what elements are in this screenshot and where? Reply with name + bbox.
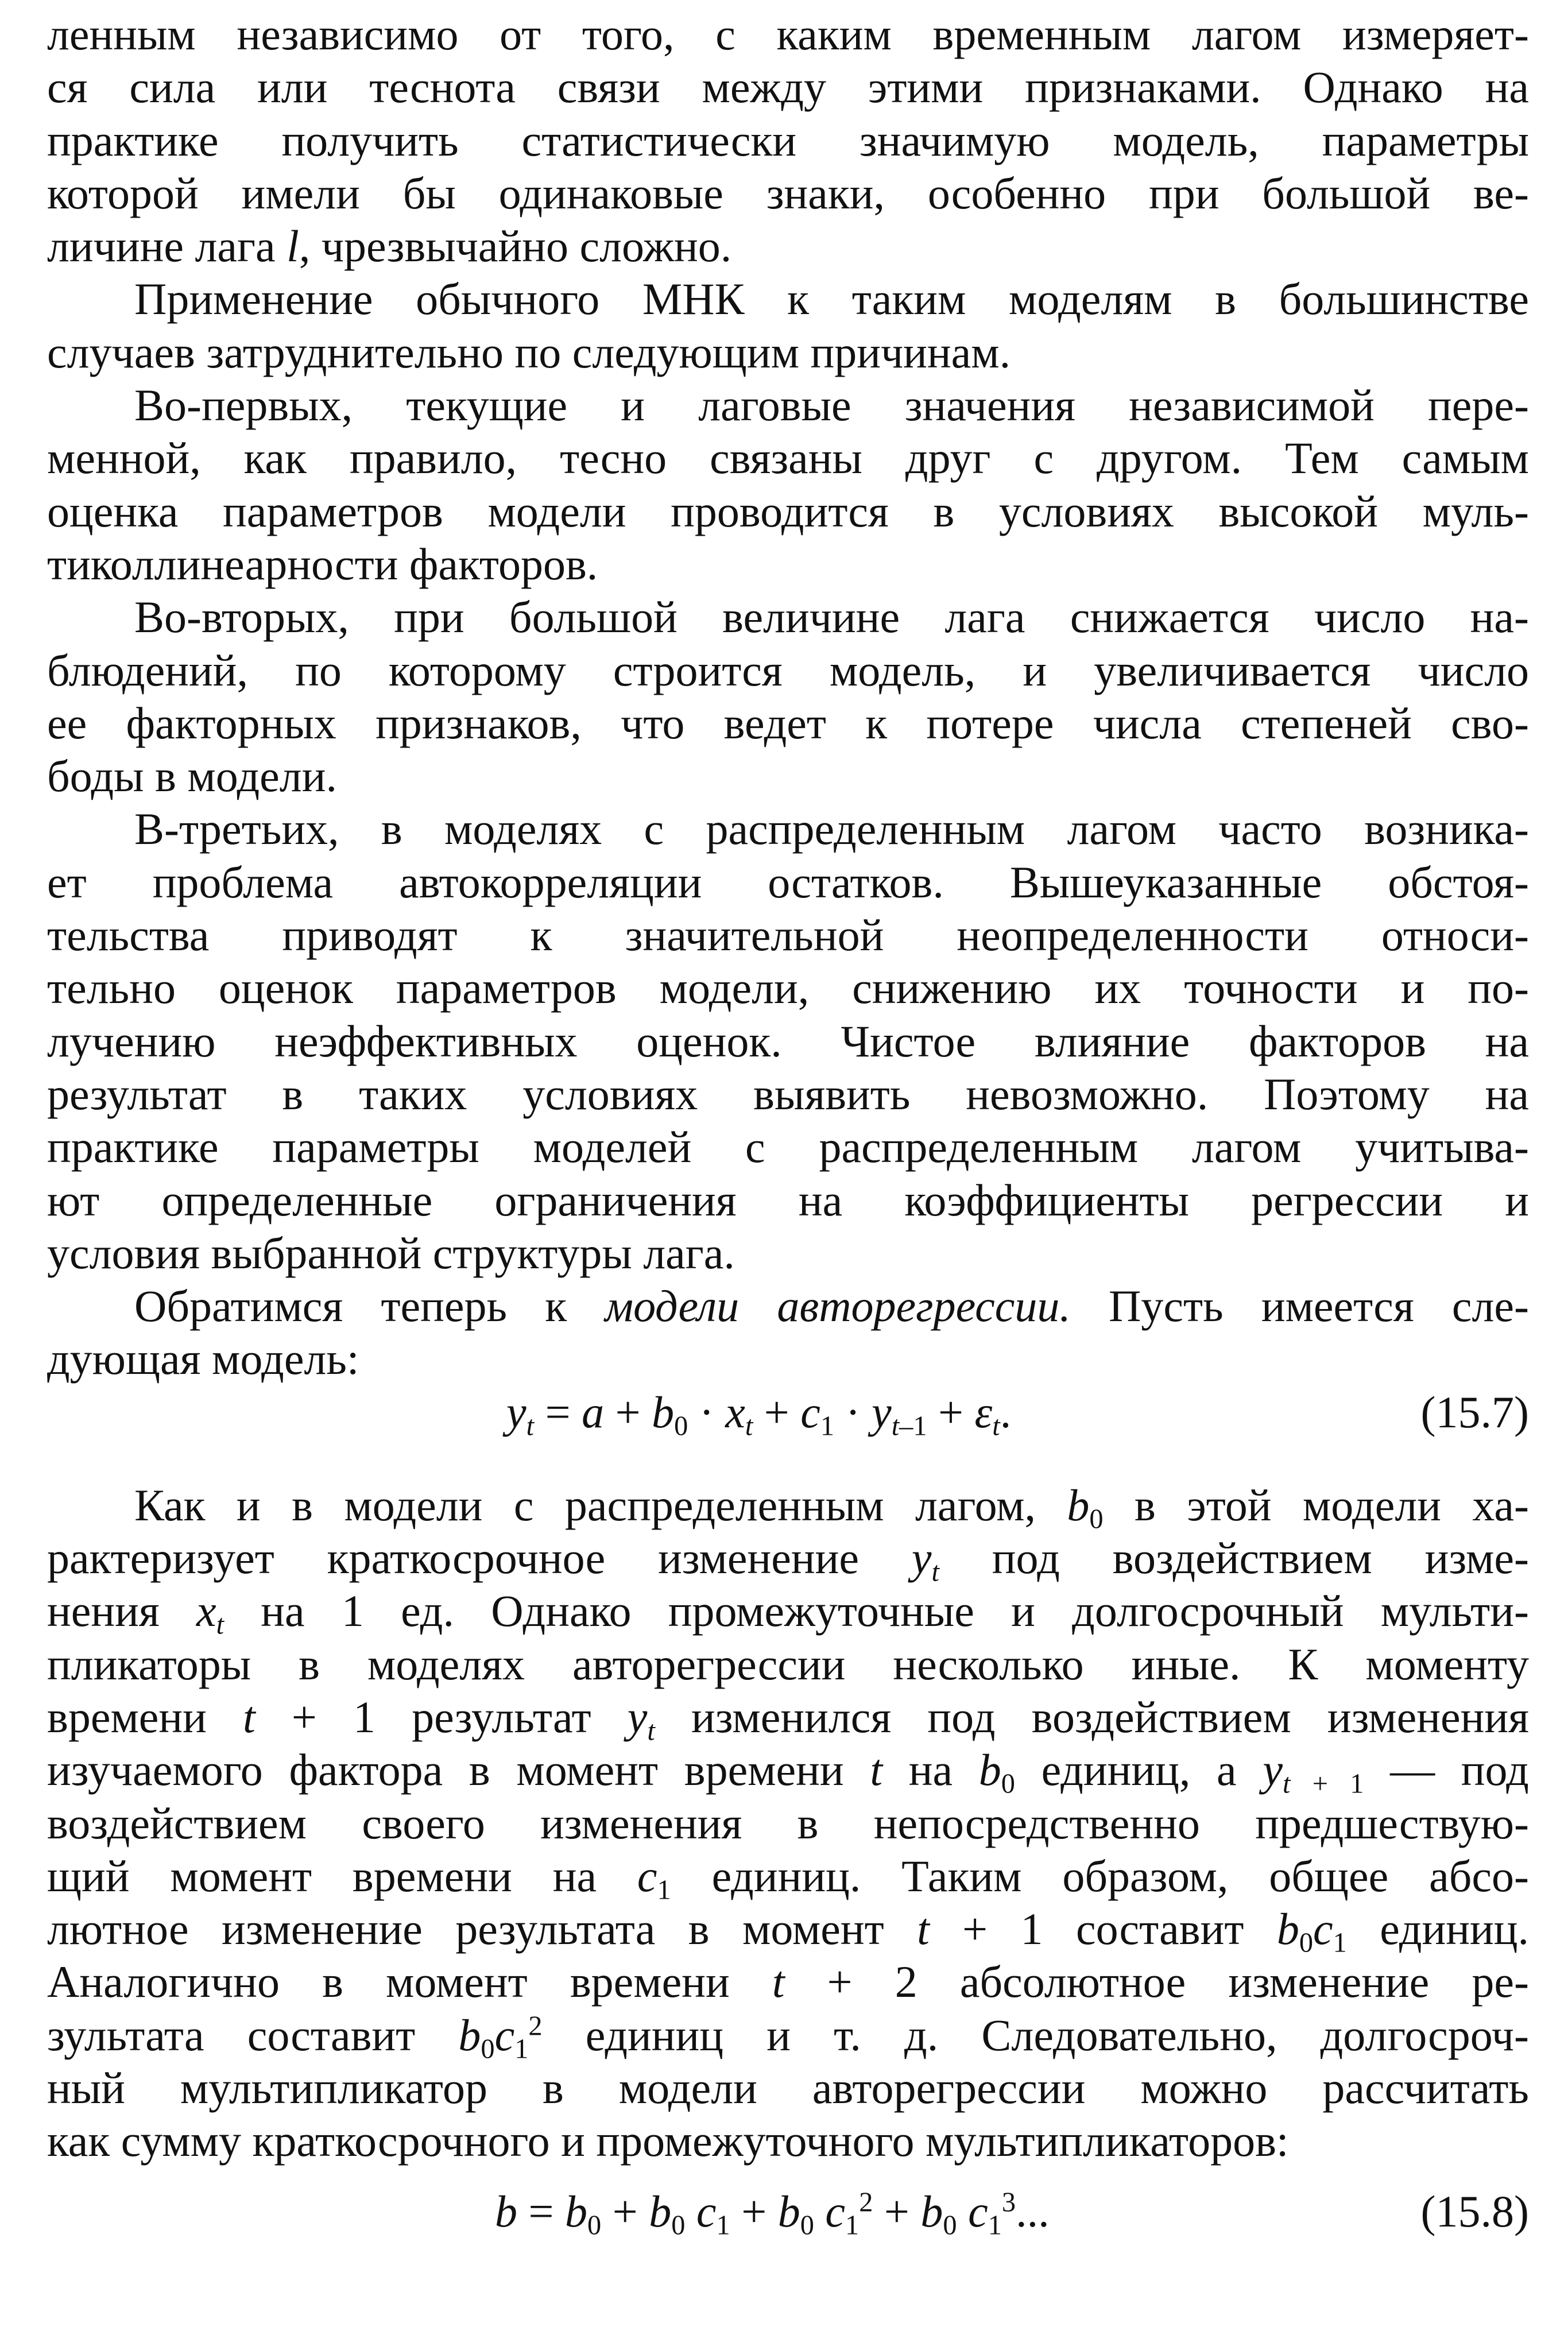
text-line: ет проблема автокорреляции остатков. Вышеуказанные обстоя- [47,857,1529,907]
text-line: Во-первых, текущие и лаговые значения независимой пере- [134,380,1529,431]
paragraph-first-reason [47,379,1529,591]
text-line: боды в модели. [47,751,337,801]
paragraph-third-reason [47,803,1529,1280]
equation-15-7-body: $y_t = a + b_0 \cdot x_t + c_1 \cdot y_{t-1} + \varepsilon_t$. [506,1387,1012,1442]
paragraph-multipliers [47,1479,1529,2168]
emphasis-term: модели авторегрессии. [605,1281,1071,1331]
equation-number: (15.7) [1420,1387,1529,1437]
text-line: как сумму краткосрочного и промежуточного мультипликаторов: [47,2116,1289,2166]
text-line: Во-вторых, при большой величине лага снижается число на- [134,592,1529,642]
text-line: менной, как правило, тесно связаны друг с другом. Тем самым [47,433,1529,483]
text-line: Аналогично в момент времени t + 2 абсолютное изменение ре- [47,1957,1529,2007]
text-line: тиколлинеарности факторов. [47,539,598,589]
text-line: зультата составит $b_0c_1^2$ единиц и т. д. Следовательно, долгосроч- [47,2009,1529,2065]
text-line: времени t + 1 результат $y_t$ изменился под воздействием изменения [47,1691,1530,1747]
text-line: случаев затруднительно по следующим причинам. [47,327,1011,377]
text-line: лютное изменение результата в момент t + 1 составит $b_0c_1$ единиц. [47,1904,1530,1958]
text-line: условия выбранной структуры лага. [47,1228,735,1278]
text-line: В-третьих, в моделях с распределенным лагом часто возника- [134,804,1529,854]
text-line: ный мультипликатор в модели авторегрессии можно рассчитать [47,2062,1529,2113]
text-line: оценка параметров модели проводится в условиях высокой муль- [47,486,1529,536]
text-line: которой имели бы одинаковые знаки, особенно при большой ве- [47,168,1529,218]
text-line: Применение обычного МНК к таким моделям в большинстве [134,274,1529,324]
text-line: воздействием своего изменения в непосредственно предшествую- [47,1798,1529,1848]
text-line: личине лага l, чрезвычайно сложно. [47,221,732,272]
text-line: ся сила или теснота связи между этими признаками. Однако на [47,62,1529,113]
text-line: лучению неэффективных оценок. Чистое влияние факторов на [47,1016,1529,1066]
paragraph-autoregression [47,1280,1529,1386]
text-line: нения $x_t$ на 1 ед. Однако промежуточные и долгосрочный мульти- [47,1586,1529,1640]
equation-15-8-body: $b = b_0 + b_0$ $c_1 + b_0$ $c_1^2 + b_0$ $c_1^3$... [495,2186,1050,2241]
text-line: Обратимся теперь к модели авторегрессии. Пусть имеется сле- [134,1281,1530,1331]
text-line: тельства приводят к значительной неопределенности относи- [47,910,1529,961]
text-line: Как и в модели с распределенным лагом, $b_0$ в этой модели ха- [134,1480,1529,1535]
text-line: результат в таких условиях выявить невозможно. Поэтому на [47,1068,1529,1119]
equation-15-7 [47,1386,1529,1442]
text-line: ют определенные ограничения на коэффициенты регрессии и [47,1175,1529,1225]
text-line: пликаторы в моделях авторегрессии несколько иные. К моменту [47,1639,1529,1689]
text-line: щий момент времени на $c_1$ единиц. Таким образом, общее абсо- [47,1850,1529,1906]
text-line: рактеризует краткосрочное изменение $y_t$ под воздействием изме- [47,1533,1530,1587]
variable-l: l [287,221,299,272]
text-line: ее факторных признаков, что ведет к потере числа степеней сво- [47,698,1529,748]
equation-number: (15.8) [1420,2186,1529,2236]
text-line: блюдений, по которому строится модель, и увеличивается число [47,645,1529,695]
paragraph-ols [47,273,1529,379]
text-line: изучаемого фактора в момент времени t на $b_0$ единиц, а $y_t$ $_{+ 1}$ — под [47,1745,1529,1799]
text-line: практике параметры моделей с распределенным лагом учитыва- [47,1122,1529,1172]
equation-15-8 [47,2185,1529,2241]
paragraph-second-reason [47,591,1529,803]
paragraph-continuation [47,8,1529,273]
text-line: ленным независимо от того, с каким временным лагом измеряет- [47,9,1529,59]
text-line: дующая модель: [47,1334,359,1384]
text-line: тельно оценок параметров модели, снижению их точности и по- [47,963,1529,1013]
text-line: практике получить статистически значимую модель, параметры [47,115,1529,165]
